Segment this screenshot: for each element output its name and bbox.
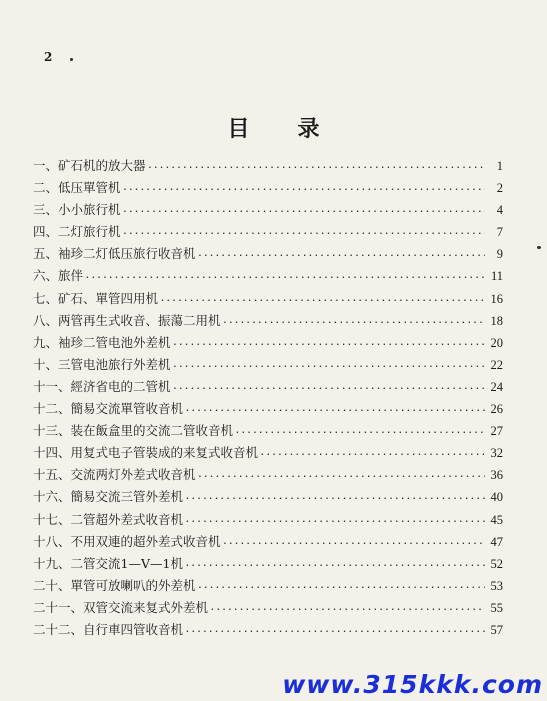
toc-entry-label: 二灯旅行机 xyxy=(58,224,121,240)
toc-entry-page: 40 xyxy=(490,490,503,505)
toc-entry-number: 十二、 xyxy=(33,401,71,417)
toc-leader-dots xyxy=(223,318,485,327)
toc-entry-page: 55 xyxy=(490,600,503,615)
toc-entry-label: 旅伴 xyxy=(58,268,84,284)
toc-entry-label: 三管电池旅行外差机 xyxy=(58,356,171,372)
toc-entry-label: 袖珍二管电池外差机 xyxy=(58,334,171,350)
toc-leader-dots xyxy=(198,583,485,592)
toc-entry[interactable] xyxy=(33,465,503,487)
toc-leader-dots xyxy=(198,472,485,481)
toc-leader-dots xyxy=(123,229,485,238)
toc-entry-number: 十三、 xyxy=(33,423,71,439)
toc-entry-page: 45 xyxy=(490,512,503,527)
toc-entry-page: 26 xyxy=(490,402,503,417)
toc-entry-page: 7 xyxy=(496,225,503,240)
toc-entry-label: 装在飯盒里的交流二管收音机 xyxy=(70,423,234,439)
toc-entry-number: 十六、 xyxy=(33,489,71,505)
toc-entry-number: 十九、 xyxy=(33,555,71,571)
toc-entry-number: 六、 xyxy=(33,268,59,284)
toc-entry-label: 經济省电的二管机 xyxy=(70,378,171,394)
toc-leader-dots xyxy=(123,185,485,194)
toc-entry[interactable] xyxy=(33,421,503,443)
toc-entry-number: 二、 xyxy=(33,180,59,196)
toc-entry[interactable] xyxy=(33,244,503,266)
toc-entry[interactable] xyxy=(33,311,503,333)
toc-leader-dots xyxy=(85,273,485,282)
toc-entry-number: 十、 xyxy=(33,356,59,372)
toc-entry-label: 簡易交流單管收音机 xyxy=(70,401,184,417)
toc-leader-dots xyxy=(235,428,485,437)
toc-entry-number: 三、 xyxy=(33,202,59,218)
toc-entry-number: 十七、 xyxy=(33,511,71,527)
toc-entry-page: 9 xyxy=(496,247,503,262)
toc-entry-label: 不用双連的超外差式收音机 xyxy=(70,533,221,549)
toc-entry-page: 32 xyxy=(490,446,503,461)
watermark: www.315kkk.com xyxy=(282,670,543,699)
toc-leader-dots xyxy=(148,163,485,172)
toc-entry-label: 單管可放喇叭的外差机 xyxy=(70,577,196,593)
toc-entry-number: 九、 xyxy=(33,334,59,350)
toc-entry-number: 五、 xyxy=(33,246,59,262)
toc-entry-label: 矿石、單管四用机 xyxy=(58,290,159,306)
toc-entry[interactable] xyxy=(33,399,503,421)
toc-entry-page: 2 xyxy=(496,181,503,196)
toc-leader-dots xyxy=(160,296,485,305)
toc-leader-dots xyxy=(260,450,485,459)
toc-leader-dots xyxy=(173,384,485,393)
toc-entry-page: 20 xyxy=(490,335,503,350)
toc-entry-page: 27 xyxy=(490,424,503,439)
toc-entry-label: 簡易交流三管外差机 xyxy=(70,489,184,505)
toc-entry-page: 24 xyxy=(490,379,503,394)
ink-speck xyxy=(537,246,541,249)
toc-entry-label: 小小旅行机 xyxy=(58,202,121,218)
toc-entry-page: 11 xyxy=(490,269,503,284)
toc-entry-label: 两管再生式收音、振蕩二用机 xyxy=(58,312,221,328)
toc-entry-label: 二管超外差式收音机 xyxy=(70,511,184,527)
toc-entry[interactable] xyxy=(33,487,503,509)
toc-leader-dots xyxy=(185,561,485,570)
toc-entry-page: 18 xyxy=(490,313,503,328)
toc-entry-number: 十八、 xyxy=(33,533,71,549)
toc-entry[interactable] xyxy=(33,598,503,620)
toc-entry-number: 一、 xyxy=(33,158,59,173)
toc-entry-label: 二管交流1—Ⅴ—1机 xyxy=(70,555,183,571)
toc-entry-page: 22 xyxy=(490,357,503,372)
table-of-contents xyxy=(33,156,503,642)
toc-entry-page: 57 xyxy=(490,622,503,637)
toc-entry[interactable] xyxy=(33,554,503,576)
toc-entry-page: 52 xyxy=(490,556,503,571)
toc-entry[interactable] xyxy=(33,333,503,355)
toc-entry-page: 53 xyxy=(490,578,503,593)
toc-entry[interactable] xyxy=(33,510,503,532)
toc-entry[interactable] xyxy=(33,620,503,642)
toc-entry-label: 交流两灯外差式收音机 xyxy=(70,467,196,483)
page-number: 2 xyxy=(44,50,53,64)
toc-entry-number: 二十二、 xyxy=(33,621,84,637)
toc-leader-dots xyxy=(210,605,485,614)
toc-leader-dots xyxy=(123,207,485,216)
toc-entry-number: 二十、 xyxy=(33,577,71,593)
toc-entry-page: 1 xyxy=(496,159,503,173)
toc-leader-dots xyxy=(223,539,485,548)
toc-leader-dots xyxy=(185,406,485,415)
toc-entry[interactable] xyxy=(33,443,503,465)
toc-entry[interactable] xyxy=(33,266,503,288)
toc-entry-number: 十四、 xyxy=(33,445,71,461)
toc-entry-page: 36 xyxy=(490,468,503,483)
toc-entry[interactable] xyxy=(33,200,503,222)
toc-leader-dots xyxy=(198,251,485,260)
toc-entry-number: 十一、 xyxy=(33,378,71,394)
toc-entry[interactable] xyxy=(33,156,503,178)
toc-entry-page: 47 xyxy=(490,534,503,549)
ink-speck xyxy=(70,58,73,61)
toc-leader-dots xyxy=(173,362,485,371)
toc-entry-number: 二十一、 xyxy=(33,599,84,615)
toc-entry-number: 八、 xyxy=(33,312,59,328)
toc-leader-dots xyxy=(185,494,485,503)
toc-entry-label: 双管交流来复式外差机 xyxy=(83,599,209,615)
toc-entry[interactable] xyxy=(33,532,503,554)
toc-entry-page: 4 xyxy=(496,203,503,218)
toc-entry[interactable] xyxy=(33,178,503,200)
toc-entry-label: 用复式电子管裝成的来复式收音机 xyxy=(70,445,259,461)
toc-leader-dots xyxy=(185,517,485,526)
toc-entry[interactable] xyxy=(33,576,503,598)
toc-entry[interactable] xyxy=(33,289,503,311)
toc-entry-number: 十五、 xyxy=(33,467,71,483)
toc-entry[interactable] xyxy=(33,355,503,377)
toc-entry-number: 七、 xyxy=(33,290,59,306)
toc-entry[interactable] xyxy=(33,377,503,399)
toc-entry-label: 矿石机的放大器 xyxy=(58,158,146,173)
toc-entry[interactable] xyxy=(33,222,503,244)
toc-leader-dots xyxy=(173,340,485,349)
toc-entry-label: 低压單管机 xyxy=(58,180,121,196)
toc-leader-dots xyxy=(185,627,485,636)
toc-entry-page: 16 xyxy=(490,291,503,306)
toc-entry-number: 四、 xyxy=(33,224,59,240)
toc-entry-label: 袖珍二灯低压旅行收音机 xyxy=(58,246,196,262)
toc-entry-label: 自行車四管收音机 xyxy=(83,621,184,637)
page-title: 目录 xyxy=(227,116,368,142)
